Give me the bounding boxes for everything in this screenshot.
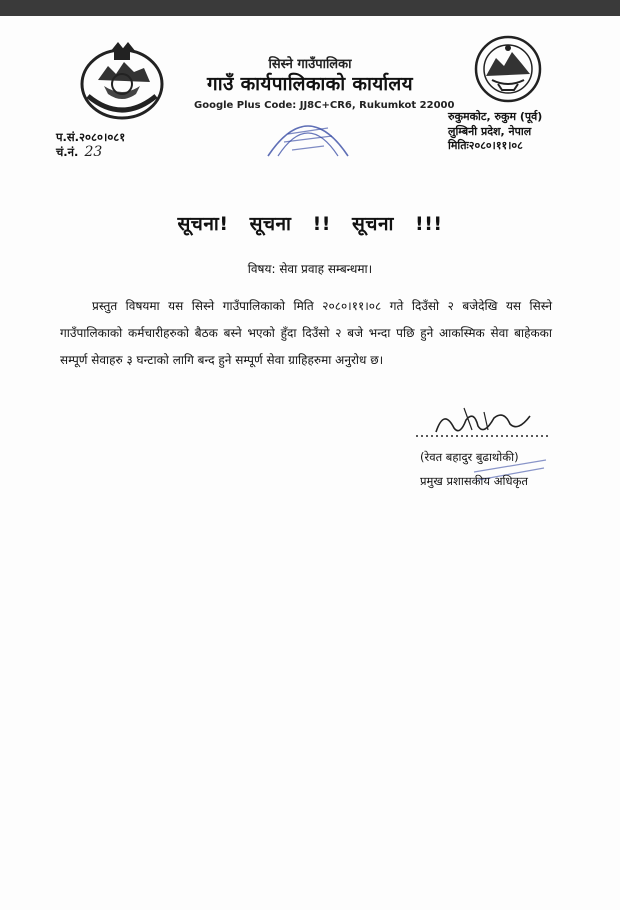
letter-date: मितिः२०८०।११।०८	[448, 139, 523, 152]
dispatch-number-row	[56, 145, 125, 160]
dispatch-number-value: 23	[84, 144, 103, 160]
notice-body: प्रस्तुत विषयमा यस सिस्ने गाउँपालिकाको मिति २०८०।११।०८ गते दिउँसो २ बजेदेखि यस सिस्ने गाउँपालिकाको कर्मचारीहरुको बैठक बस्ने भएको हुँदा दिउँसो २ बजे भन्दा पछि हुने आकस्मिक सेवा बाहेकका सम्पूर्ण सेवाहरु ३ घन्टाको लागि बन्द हुने सम्पूर्ण सेवा ग्राहिहरुमा अनुरोध छ।	[60, 299, 552, 367]
municipality-name: सिस्ने गाउँपालिका	[268, 57, 352, 72]
reference-number: प.सं.२०८०।०८१	[56, 130, 126, 144]
address-line-2: लुम्बिनी प्रदेश, नेपाल	[448, 124, 532, 138]
signatory-name: (रेवत बहादुर बुढाथोकी)	[420, 450, 519, 464]
address-block	[448, 110, 542, 154]
reference-block	[56, 130, 125, 160]
dispatch-number-label: चं.नं.	[56, 145, 79, 159]
signatory-title: प्रमुख प्रशासकीय अधिकृत	[420, 474, 528, 488]
notice-subject: विषय: सेवा प्रवाह सम्बन्धमा।	[247, 262, 373, 276]
plus-code: Google Plus Code: JJ8C+CR6, Rukumkot 22000	[194, 100, 455, 111]
office-title: गाउँ कार्यपालिकाको कार्यालय	[207, 73, 413, 95]
address-line-1: रुकुमकोट, रुकुम (पूर्व)	[448, 110, 543, 123]
scan-top-band	[0, 0, 620, 16]
signature-icon	[414, 402, 554, 444]
notice-heading: सूचना! सूचना !! सूचना !!!	[177, 213, 443, 235]
office-stamp-icon	[262, 106, 354, 160]
